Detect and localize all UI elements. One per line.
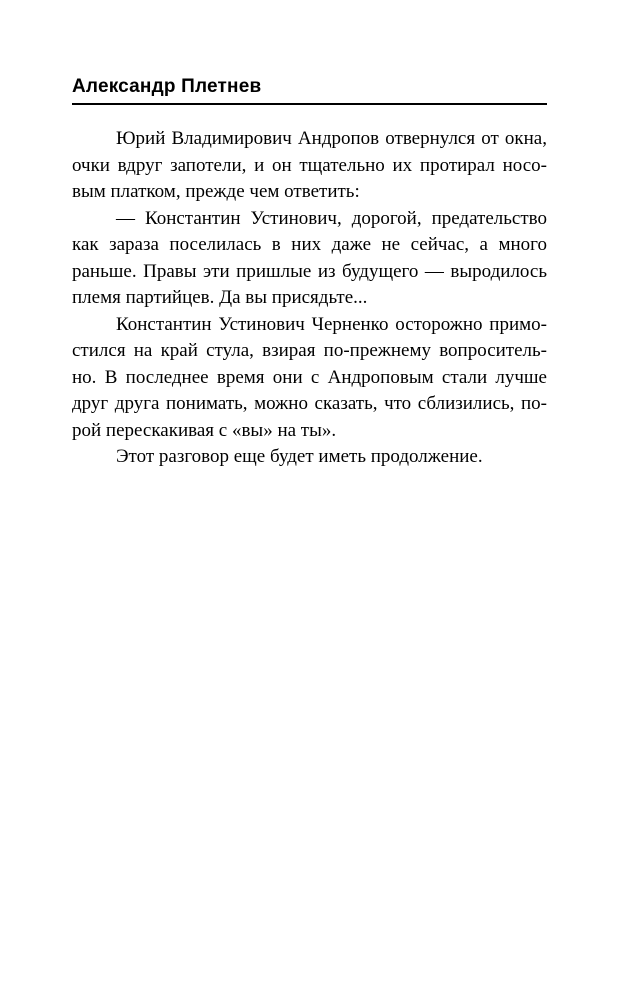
body-text [72,126,547,471]
text-line: Этот разговор еще будет иметь продолжение. [116,446,483,467]
header-rule [72,103,547,105]
running-head-author: Александр Плетнев [72,76,262,97]
text-line: — Константин Устинович, дорогой, предательство [116,207,547,229]
text-line: как зараза поселилась в них даже не сейчас, а много [72,234,547,255]
text-line: раньше. Правы эти пришлые из будущего — выродилось [72,260,547,282]
text-line: Юрий Владимирович Андропов отвернулся от окна, [116,128,547,149]
text-line: друг друга понимать, можно сказать, что сблизились, по- [72,393,547,414]
text-line: Константин Устинович Черненко осторожно примо- [116,313,547,335]
text-line: но. В последнее время они с Андроповым стали лучше [72,366,547,388]
text-line: стился на край стула, взирая по-прежнему вопроситель- [72,340,547,361]
text-line: очки вдруг запотели, и он тщательно их протирал носо- [72,154,547,176]
text-line: племя партийцев. Да вы присядьте... [72,287,368,308]
text-line: вым платком, прежде чем ответить: [72,181,360,202]
text-line: рой перескакивая с «вы» на ты». [72,419,337,441]
